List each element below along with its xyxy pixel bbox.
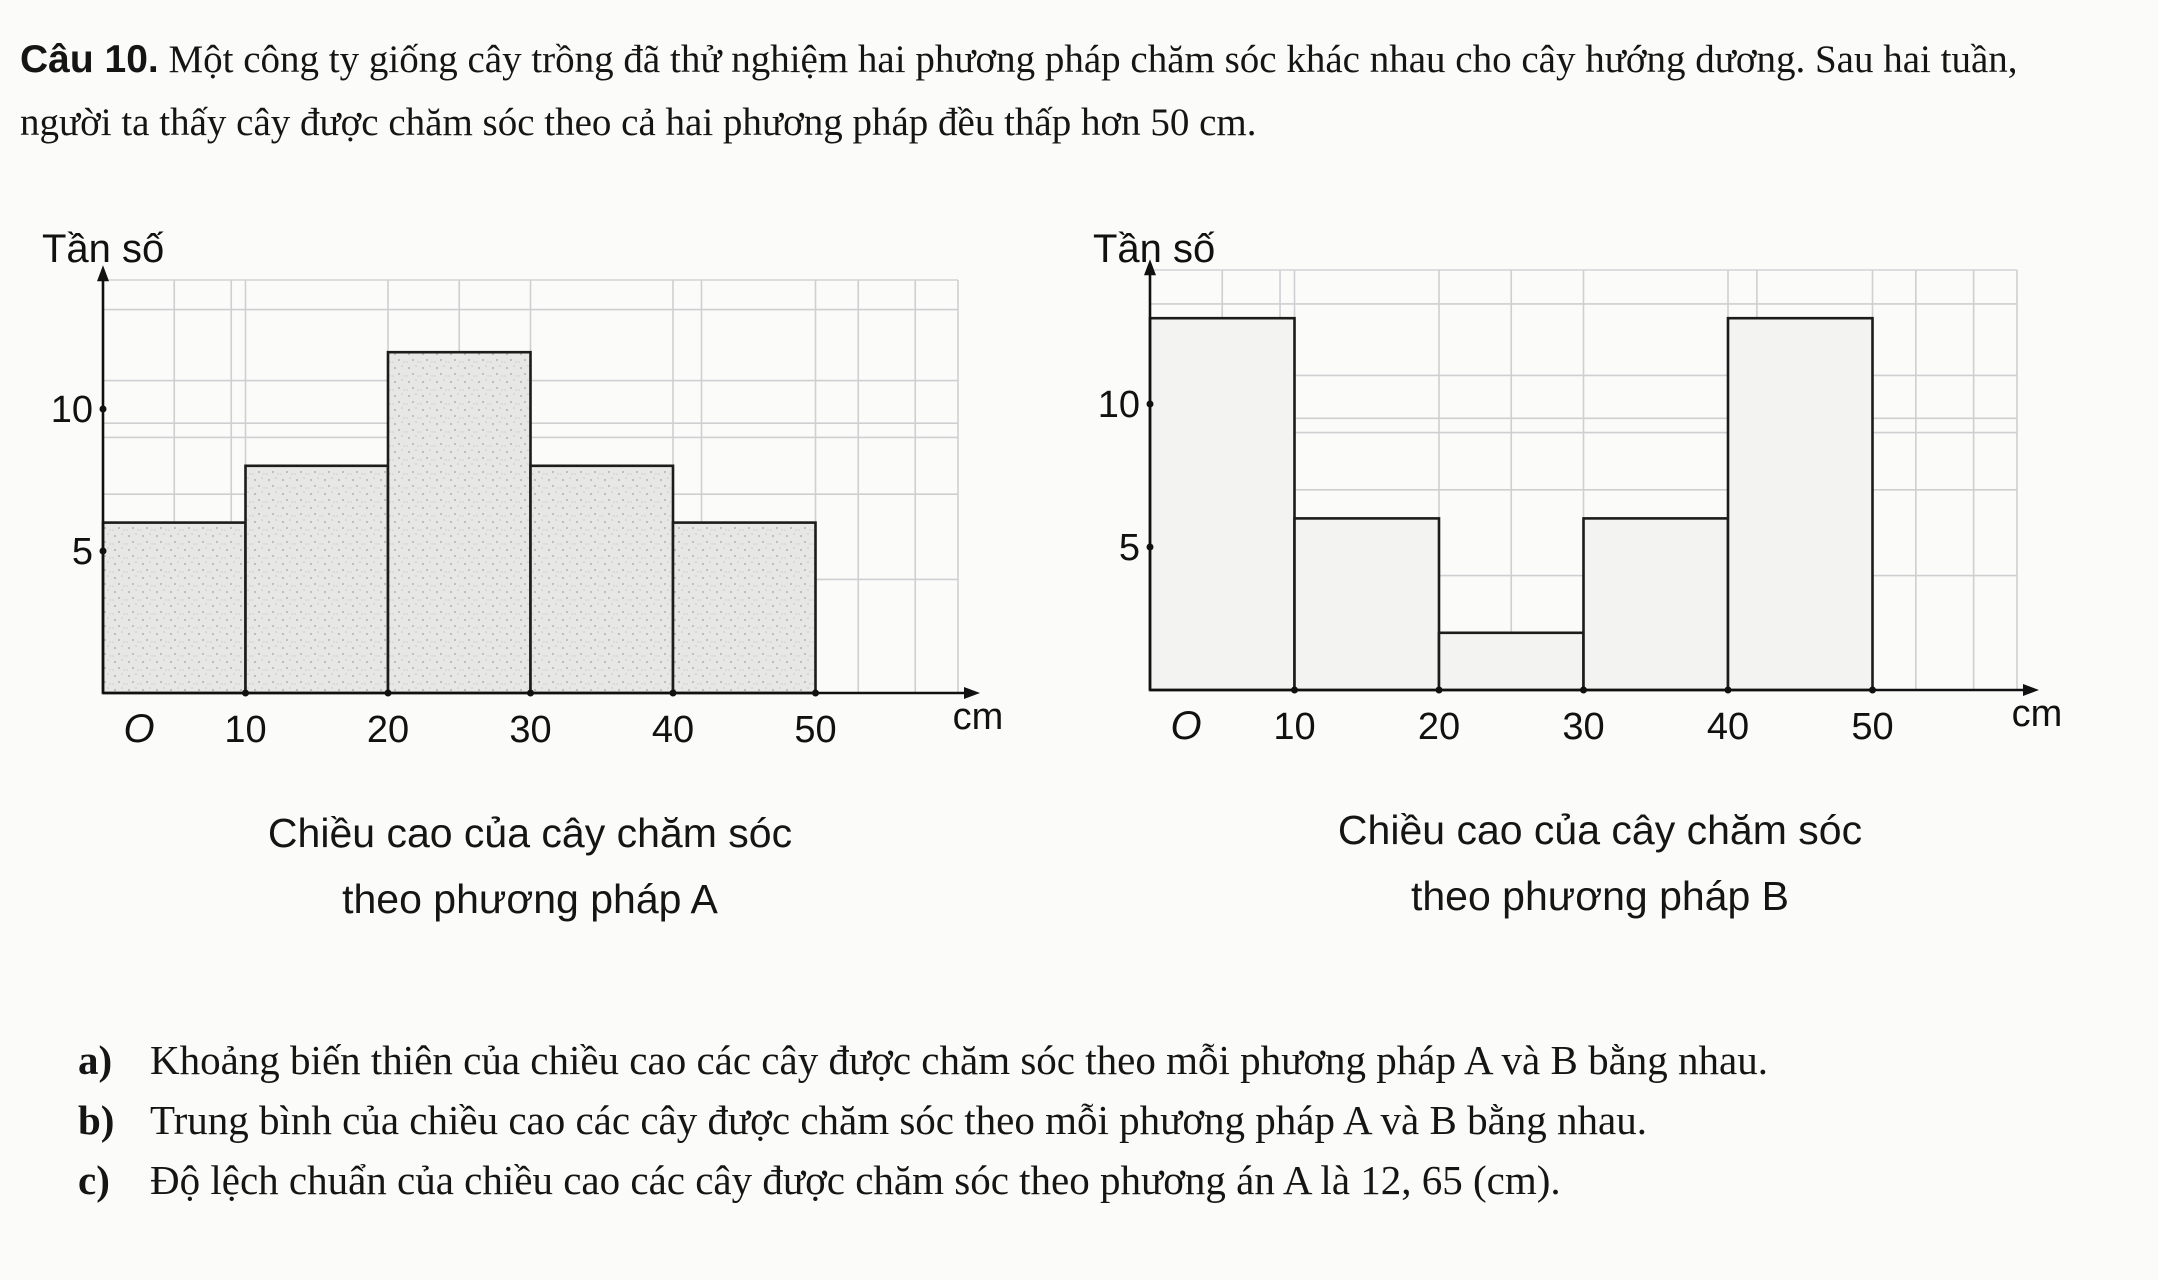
statement-b-label: b) xyxy=(78,1097,115,1143)
x-tick-mark xyxy=(1436,687,1443,694)
histogram-bar-b-1 xyxy=(1150,318,1295,690)
histogram-bar-a-4 xyxy=(531,466,674,693)
y-tick-mark xyxy=(1147,544,1154,551)
statement-c xyxy=(78,1150,2108,1210)
caption-a-line1: Chiều cao của cây chăm sóc xyxy=(267,810,793,856)
x-tick-label-10: 10 xyxy=(1273,706,1316,748)
statement-a-text: Khoảng biến thiên của chiều cao các cây được chăm sóc theo mỗi phương pháp A và B bằng nhau. xyxy=(150,1037,1768,1083)
y-tick-label-5: 5 xyxy=(1118,527,1140,569)
caption-a-line2: theo phương pháp A xyxy=(342,876,718,922)
histogram-method-b xyxy=(1093,227,2062,748)
statement-list xyxy=(78,1030,2108,1210)
histogram-bar-a-3 xyxy=(388,352,531,693)
x-tick-label-20: 20 xyxy=(1417,706,1461,748)
histogram-bar-b-3 xyxy=(1439,633,1584,690)
question-number: Câu 10. xyxy=(20,38,159,81)
x-tick-mark xyxy=(242,690,249,697)
statement-c-label: c) xyxy=(78,1157,110,1203)
y-tick-mark xyxy=(1147,401,1154,408)
x-tick-mark xyxy=(385,690,392,697)
y-tick-label-10: 10 xyxy=(1097,384,1140,426)
x-axis-unit-label: cm xyxy=(2011,693,2063,735)
x-tick-label-10: 10 xyxy=(224,709,267,751)
histogram-method-a xyxy=(42,227,1003,751)
origin-label: O xyxy=(123,707,155,751)
x-tick-label-50: 50 xyxy=(794,709,837,751)
question-text: Một công ty giống cây trồng đã thử nghiệm hai phương pháp chăm sóc khác nhau cho cây hướng dương. Sau hai tuần, người ta thấy cây được chăm sóc theo cả hai phương pháp đều thấp hơn 50 cm. xyxy=(20,38,2018,144)
x-tick-mark xyxy=(1869,687,1876,694)
x-tick-label-30: 30 xyxy=(1562,706,1605,748)
statement-c-text: Độ lệch chuẩn của chiều cao các cây được chăm sóc theo phương án A là 12, 65 (cm). xyxy=(150,1157,1561,1203)
histogram-bar-b-5 xyxy=(1728,318,1873,690)
caption-b-line2: theo phương pháp B xyxy=(1410,873,1790,919)
x-tick-mark xyxy=(1580,687,1587,694)
y-tick-mark xyxy=(100,406,107,413)
y-tick-mark xyxy=(100,548,107,555)
x-tick-mark xyxy=(1725,687,1732,694)
caption-method-b xyxy=(1230,797,1970,929)
y-axis-label: Tần số xyxy=(42,227,165,271)
statement-b-text: Trung bình của chiều cao các cây được chăm sóc theo mỗi phương pháp A và B bằng nhau. xyxy=(150,1097,1648,1143)
x-tick-mark xyxy=(812,690,819,697)
x-tick-label-40: 40 xyxy=(651,709,695,751)
histogram-bar-b-2 xyxy=(1295,518,1440,690)
histogram-bar-b-4 xyxy=(1584,518,1729,690)
statement-a xyxy=(78,1030,2146,1090)
x-axis-unit-label: cm xyxy=(952,696,1004,738)
x-tick-mark xyxy=(670,690,677,697)
y-axis-label: Tần số xyxy=(1093,227,1216,271)
x-tick-label-40: 40 xyxy=(1706,706,1750,748)
caption-method-a xyxy=(170,800,890,932)
histogram-bar-a-2 xyxy=(246,466,389,693)
caption-b-line1: Chiều cao của cây chăm sóc xyxy=(1337,807,1863,853)
x-tick-label-50: 50 xyxy=(1851,706,1894,748)
x-tick-mark xyxy=(527,690,534,697)
histogram-bar-a-1 xyxy=(103,523,246,693)
histogram-bar-a-5 xyxy=(673,523,816,693)
y-tick-label-10: 10 xyxy=(50,389,93,431)
statement-a-label: a) xyxy=(78,1037,113,1083)
statement-b xyxy=(78,1090,2108,1150)
origin-label: O xyxy=(1170,704,1202,748)
x-tick-label-20: 20 xyxy=(366,709,410,751)
x-tick-label-30: 30 xyxy=(509,709,552,751)
x-tick-mark xyxy=(1291,687,1298,694)
y-tick-label-5: 5 xyxy=(71,531,93,573)
